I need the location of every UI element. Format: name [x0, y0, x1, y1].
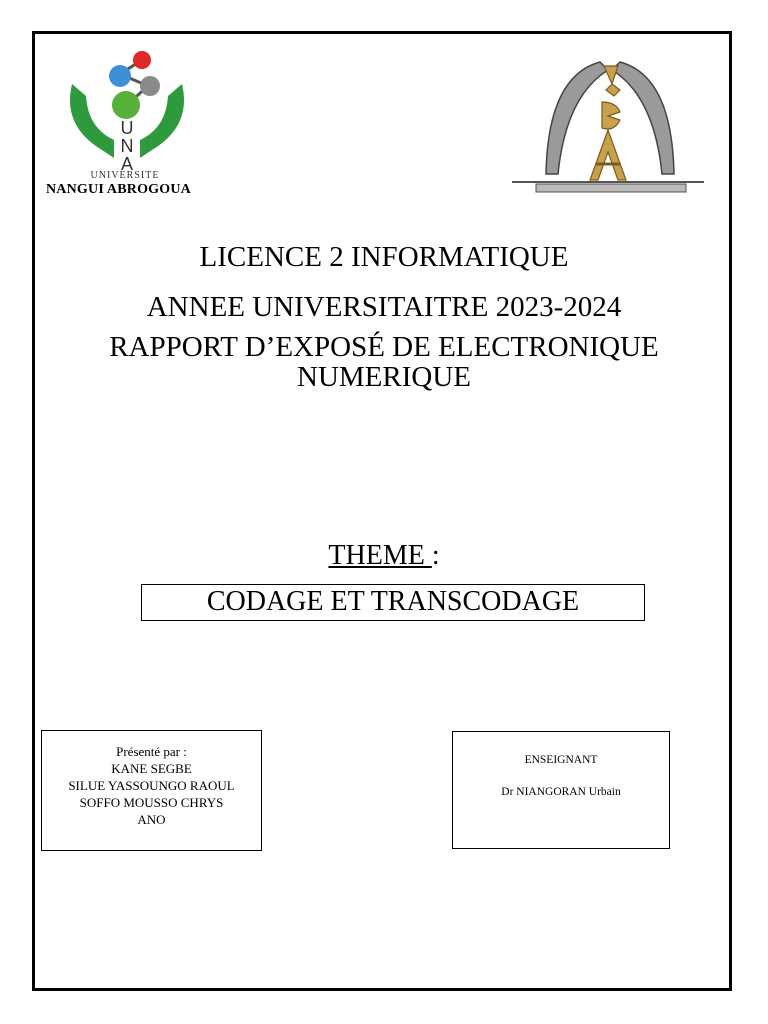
- svg-text:A: A: [120, 154, 134, 173]
- logo-university-label: UNIVERSITE: [90, 170, 160, 181]
- university-logo-left: [40, 48, 220, 200]
- title-report-subject: NUMERIQUE: [297, 361, 471, 393]
- title-academic-year: ANNEE UNIVERSITAITRE 2023-2024: [146, 291, 622, 323]
- theme-label: [36, 540, 732, 572]
- presenters-label: Présenté par :: [116, 744, 187, 759]
- presenter-name: ANO: [137, 812, 166, 827]
- document-title: [36, 232, 732, 392]
- teacher-box: [452, 731, 670, 849]
- theme-word: THEME: [328, 540, 432, 571]
- university-logo-right: [508, 56, 708, 198]
- theme-separator: :: [431, 540, 440, 571]
- title-program: LICENCE 2 INFORMATIQUE: [199, 241, 569, 273]
- logo-university-name: NANGUI ABROGOUA: [46, 182, 191, 197]
- theme-value-box: [141, 584, 645, 621]
- una-logo-icon: [62, 48, 202, 173]
- teacher-label: ENSEIGNANT: [524, 754, 598, 766]
- theme-value: CODAGE ET TRANSCODAGE: [206, 586, 580, 617]
- svg-text:U: U: [120, 118, 134, 138]
- teacher-name: Dr NIANGORAN Urbain: [501, 786, 621, 798]
- title-report: RAPPORT D’EXPOSÉ DE ELECTRONIQUE: [109, 331, 659, 363]
- presenters-box: [41, 730, 262, 851]
- presenter-name: SOFFO MOUSSO CHRYS: [79, 795, 224, 810]
- presenter-name: SILUE YASSOUNGO RAOUL: [68, 778, 235, 793]
- university-emblem-icon: [508, 56, 708, 198]
- presenter-name: KANE SEGBE: [111, 761, 192, 776]
- svg-text:N: N: [120, 136, 134, 156]
